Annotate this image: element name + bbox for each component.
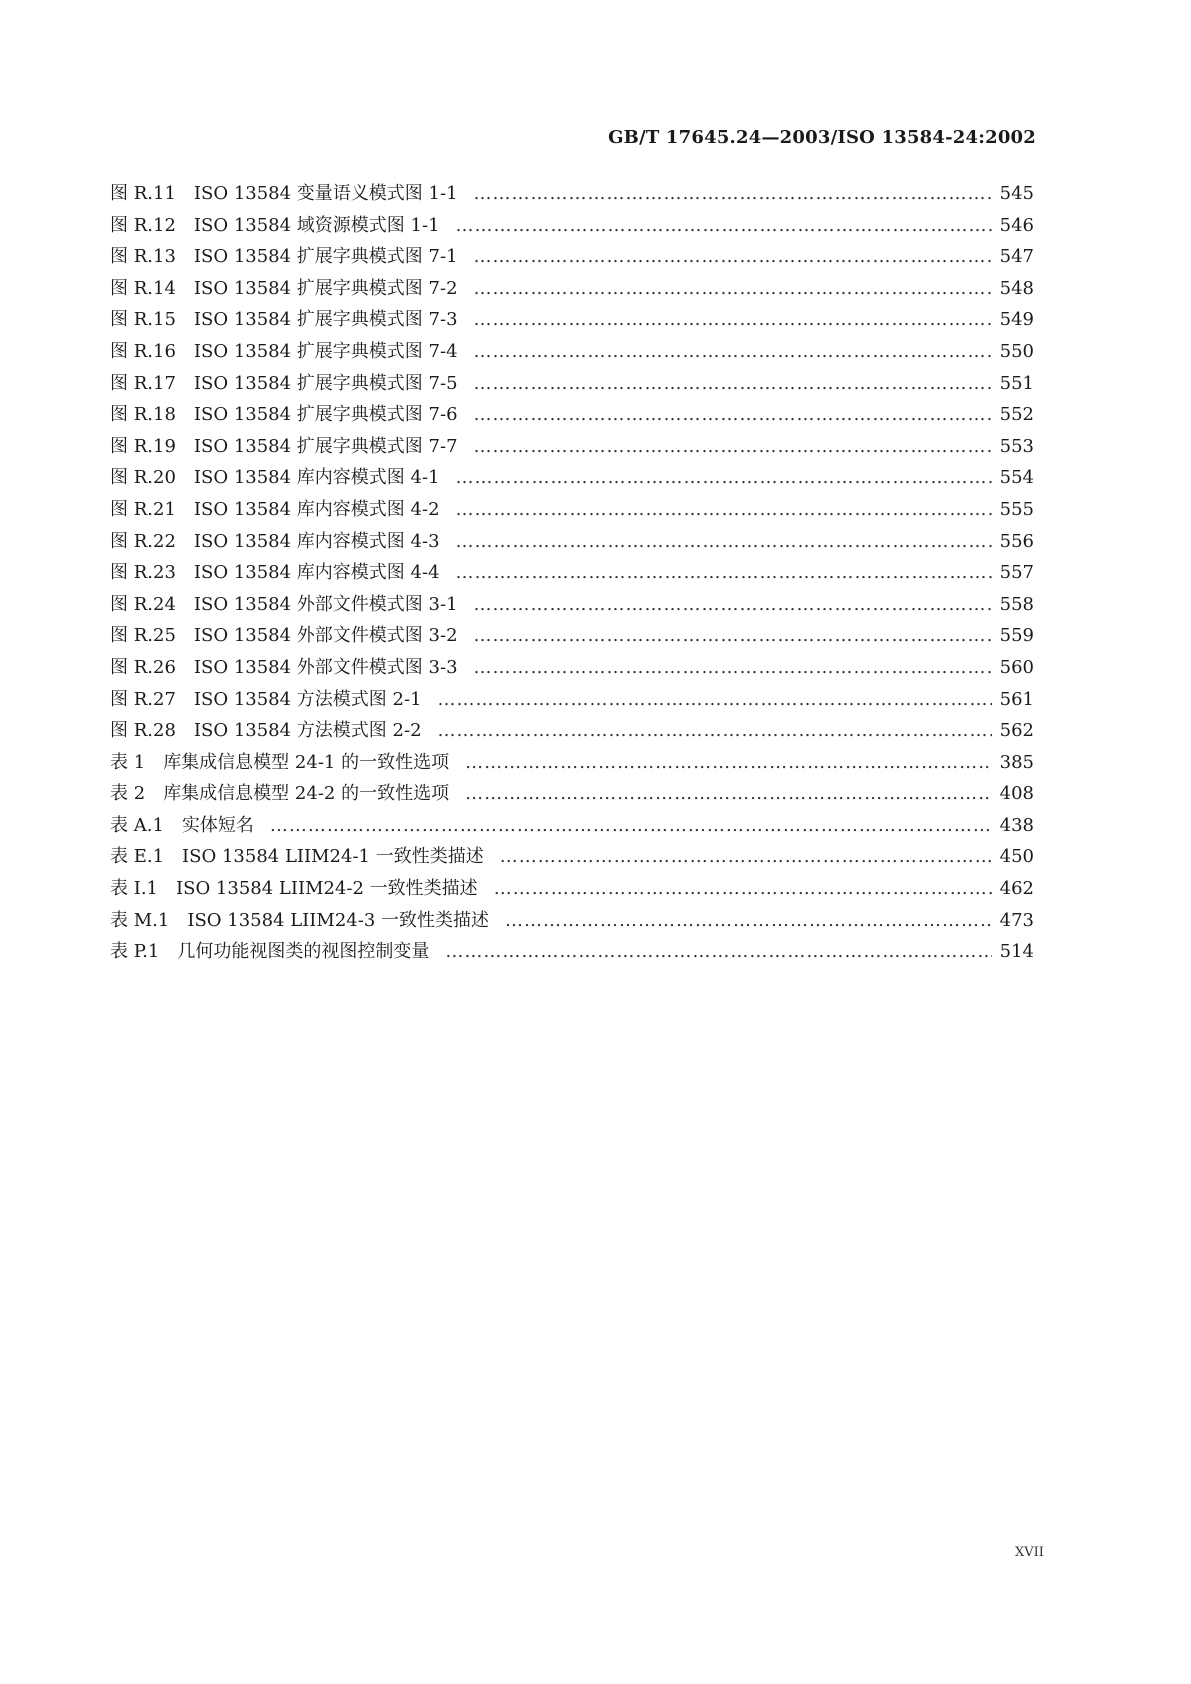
toc-entry-page: 385: [999, 751, 1034, 773]
toc-entry-page: 438: [999, 814, 1034, 836]
toc-entry-label: [110, 557, 440, 589]
toc-entry-label: [110, 620, 458, 652]
toc-leader-dots: [474, 589, 992, 621]
toc-entry[interactable]: [110, 273, 1034, 305]
toc-entry-title: ISO 13584 变量语义模式图 1-1: [193, 183, 458, 204]
toc-entry-label: [110, 273, 458, 305]
toc-entry[interactable]: [110, 905, 1034, 937]
toc-entry-number: 图 R.25: [110, 625, 176, 647]
toc-leader-dots: [505, 905, 992, 937]
toc-entry-title: ISO 13584 外部文件模式图 3-1: [193, 593, 458, 615]
toc-entry-label: [110, 399, 458, 431]
toc-entry-number: 表 I.1: [110, 878, 159, 900]
toc-entry-page: 557: [999, 562, 1034, 584]
toc-entry[interactable]: [110, 684, 1034, 716]
toc-entry-number: 表 1: [110, 751, 146, 773]
toc-entry[interactable]: [110, 241, 1034, 273]
toc-leader-dots: [270, 810, 992, 842]
toc-leader-dots: [445, 936, 991, 968]
toc-entry-label: [110, 462, 440, 494]
page-number: XVII: [1015, 1545, 1044, 1560]
toc-entry-title: 库集成信息模型 24-1 的一致性选项: [163, 751, 450, 773]
toc-leader-dots: [474, 273, 992, 305]
toc-entry[interactable]: [110, 304, 1034, 336]
toc-entry-title: 几何功能视图类的视图控制变量: [177, 941, 430, 963]
toc-entry-label: [110, 589, 458, 621]
toc-entry-page: 551: [999, 372, 1034, 394]
toc-entry-number: 图 R.13: [110, 246, 176, 268]
toc-entry-title: ISO 13584 方法模式图 2-1: [193, 688, 422, 710]
toc-entry-number: 图 R.21: [110, 498, 176, 520]
toc-entry-title: ISO 13584 外部文件模式图 3-3: [193, 656, 458, 678]
toc-entry[interactable]: [110, 810, 1034, 842]
toc-entry-label: [110, 715, 422, 747]
toc-entry-page: 546: [999, 214, 1034, 236]
toc-entry-title: ISO 13584 扩展字典模式图 7-2: [193, 277, 458, 299]
toc-entry-number: 表 2: [110, 783, 146, 805]
toc-entry-page: 550: [999, 340, 1034, 362]
toc-entry-label: [110, 778, 449, 810]
toc-entry-page: 560: [999, 656, 1034, 678]
toc-entry-number: 图 R.22: [110, 530, 176, 552]
toc-entry-title: ISO 13584 LIIM24-2 一致性类描述: [176, 878, 478, 900]
toc-entry-number: 表 P.1: [110, 941, 160, 963]
toc-entry-number: 图 R.24: [110, 593, 176, 615]
toc-entry-title: ISO 13584 扩展字典模式图 7-4: [193, 340, 458, 362]
toc-entry-label: [110, 652, 458, 684]
toc-entry-title: 实体短名: [181, 814, 254, 836]
toc-entry-label: [110, 304, 458, 336]
toc-entry-title: ISO 13584 方法模式图 2-2: [193, 720, 422, 742]
toc-entry[interactable]: [110, 178, 1034, 210]
toc-entry[interactable]: [110, 336, 1034, 368]
toc-entry-page: 514: [999, 941, 1034, 963]
toc-entry[interactable]: [110, 620, 1034, 652]
toc-entry-label: [110, 873, 478, 905]
toc-leader-dots: [456, 526, 992, 558]
toc-leader-dots: [474, 336, 992, 368]
toc-entry-page: 450: [999, 846, 1034, 868]
toc-entry-title: ISO 13584 域资源模式图 1-1: [193, 214, 440, 236]
toc-entry-number: 表 A.1: [110, 814, 164, 836]
toc-leader-dots: [474, 399, 992, 431]
toc-entry-title: ISO 13584 库内容模式图 4-3: [193, 530, 440, 552]
document-header: [608, 127, 1036, 148]
toc-entry-title: 库集成信息模型 24-2 的一致性选项: [163, 783, 450, 805]
toc-entry[interactable]: [110, 936, 1034, 968]
toc-entry-page: 549: [999, 309, 1034, 331]
toc-entry-number: 图 R.23: [110, 562, 176, 584]
toc-entry[interactable]: [110, 431, 1034, 463]
toc-entry-number: 图 R.16: [110, 340, 176, 362]
toc-entry-number: 图 R.19: [110, 435, 176, 457]
toc-entry-title: ISO 13584 LIIM24-1 一致性类描述: [182, 846, 484, 868]
toc-leader-dots: [465, 747, 992, 779]
toc-entry-label: [110, 936, 429, 968]
toc-entry-title: ISO 13584 扩展字典模式图 7-6: [193, 404, 458, 426]
toc-entry-page: 553: [999, 435, 1034, 457]
toc-entry-label: [110, 905, 489, 937]
toc-leader-dots: [474, 304, 992, 336]
toc-entry-number: 图 R.12: [110, 214, 176, 236]
toc-entry-title: ISO 13584 LIIM24-3 一致性类描述: [187, 909, 489, 931]
toc-entry-label: [110, 494, 440, 526]
toc-entry[interactable]: [110, 399, 1034, 431]
toc-entry-number: 图 R.26: [110, 656, 176, 678]
toc-leader-dots: [494, 873, 992, 905]
toc-entry-page: 561: [999, 688, 1034, 710]
toc-leader-dots: [456, 462, 992, 494]
table-of-contents: [110, 178, 1034, 968]
toc-leader-dots: [438, 715, 992, 747]
toc-entry[interactable]: [110, 368, 1034, 400]
toc-leader-dots: [474, 178, 992, 210]
toc-entry-page: 473: [999, 909, 1034, 931]
toc-leader-dots: [474, 368, 992, 400]
toc-entry-label: [110, 810, 254, 842]
toc-entry[interactable]: [110, 841, 1034, 873]
toc-leader-dots: [474, 431, 992, 463]
toc-leader-dots: [456, 210, 992, 242]
toc-entry-title: ISO 13584 扩展字典模式图 7-5: [193, 372, 458, 394]
toc-leader-dots: [474, 652, 992, 684]
toc-entry-number: 图 R.27: [110, 688, 176, 710]
toc-entry-label: [110, 747, 449, 779]
toc-leader-dots: [474, 620, 992, 652]
toc-entry-page: 558: [999, 593, 1034, 615]
toc-leader-dots: [465, 778, 992, 810]
toc-entry-page: 545: [999, 183, 1034, 204]
toc-entry-page: 554: [999, 467, 1034, 489]
toc-entry[interactable]: [110, 778, 1034, 810]
toc-entry-label: [110, 368, 458, 400]
toc-entry[interactable]: [110, 715, 1034, 747]
toc-entry[interactable]: [110, 589, 1034, 621]
standard-number: GB/T 17645.24—2003/ISO 13584-24:2002: [608, 127, 1036, 148]
toc-entry-label: [110, 178, 458, 210]
toc-entry-title: ISO 13584 库内容模式图 4-4: [193, 562, 440, 584]
toc-leader-dots: [500, 841, 992, 873]
toc-entry-page: 556: [999, 530, 1034, 552]
toc-entry-page: 562: [999, 720, 1034, 742]
toc-entry-number: 图 R.17: [110, 372, 176, 394]
toc-entry-page: 559: [999, 625, 1034, 647]
toc-entry[interactable]: [110, 210, 1034, 242]
toc-entry-title: ISO 13584 扩展字典模式图 7-3: [193, 309, 458, 331]
toc-entry-label: [110, 241, 458, 273]
toc-entry-page: 552: [999, 404, 1034, 426]
toc-entry-label: [110, 841, 484, 873]
toc-entry-label: [110, 526, 440, 558]
toc-entry[interactable]: [110, 462, 1034, 494]
toc-entry-number: 图 R.28: [110, 720, 176, 742]
toc-entry-title: ISO 13584 外部文件模式图 3-2: [193, 625, 458, 647]
toc-entry-page: 555: [999, 498, 1034, 520]
toc-entry-title: ISO 13584 扩展字典模式图 7-7: [193, 435, 458, 457]
toc-entry[interactable]: [110, 652, 1034, 684]
toc-entry-number: 图 R.11: [110, 183, 176, 204]
toc-entry-title: ISO 13584 库内容模式图 4-1: [193, 467, 440, 489]
toc-entry[interactable]: [110, 747, 1034, 779]
toc-entry-number: 图 R.15: [110, 309, 176, 331]
toc-entry-title: ISO 13584 库内容模式图 4-2: [193, 498, 440, 520]
toc-leader-dots: [456, 494, 992, 526]
toc-entry-label: [110, 336, 458, 368]
toc-entry-number: 表 E.1: [110, 846, 165, 868]
toc-entry-page: 548: [999, 277, 1034, 299]
toc-entry-label: [110, 431, 458, 463]
toc-entry-number: 图 R.20: [110, 467, 176, 489]
toc-entry-page: 547: [999, 246, 1034, 268]
toc-leader-dots: [438, 684, 992, 716]
toc-entry-number: 表 M.1: [110, 909, 170, 931]
toc-entry[interactable]: [110, 557, 1034, 589]
toc-entry[interactable]: [110, 526, 1034, 558]
toc-leader-dots: [474, 241, 992, 273]
toc-entry[interactable]: [110, 494, 1034, 526]
toc-entry-page: 462: [999, 878, 1034, 900]
toc-entry[interactable]: [110, 873, 1034, 905]
toc-entry-number: 图 R.18: [110, 404, 176, 426]
toc-entry-label: [110, 684, 422, 716]
toc-entry-title: ISO 13584 扩展字典模式图 7-1: [193, 246, 458, 268]
toc-entry-label: [110, 210, 440, 242]
toc-leader-dots: [456, 557, 992, 589]
toc-entry-page: 408: [999, 783, 1034, 805]
toc-entry-number: 图 R.14: [110, 277, 176, 299]
